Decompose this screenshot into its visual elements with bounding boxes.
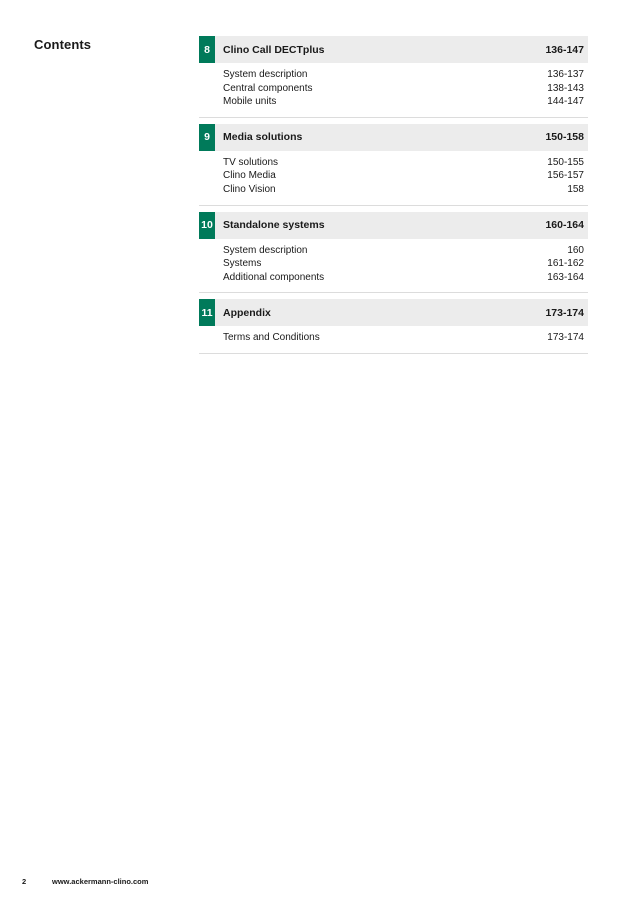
section-entries	[199, 151, 588, 206]
section-pages: 160-164	[545, 219, 584, 232]
entry-pages: 173-174	[547, 332, 584, 344]
section-entries	[199, 63, 588, 118]
entry-label: System description	[223, 244, 308, 256]
entry-label: Clino Media	[223, 170, 276, 182]
toc-entry[interactable]	[223, 82, 584, 96]
entry-pages: 150-155	[547, 156, 584, 168]
section-pages: 150-158	[545, 131, 584, 144]
entry-pages: 160	[567, 244, 584, 256]
section-number-badge: 9	[199, 124, 215, 151]
toc-entry[interactable]	[223, 183, 584, 197]
website-link[interactable]: www.ackermann-clino.com	[52, 877, 149, 886]
section-title: Clino Call DECTplus	[223, 43, 325, 56]
toc-entry[interactable]	[223, 257, 584, 271]
section-header[interactable]	[199, 212, 588, 239]
entry-pages: 163-164	[547, 271, 584, 283]
entry-label: Mobile units	[223, 96, 277, 108]
toc-entry[interactable]	[223, 169, 584, 183]
entry-label: TV solutions	[223, 156, 279, 168]
section-entries	[199, 239, 588, 294]
entry-label: System description	[223, 69, 308, 80]
section-number-badge: 8	[199, 36, 215, 63]
section-pages: 136-147	[545, 43, 584, 56]
entry-label: Clino Vision	[223, 183, 276, 195]
entry-label: Systems	[223, 258, 262, 270]
section-header[interactable]	[199, 124, 588, 151]
table-of-contents	[199, 36, 588, 360]
toc-entry[interactable]	[223, 95, 584, 109]
section-title: Standalone systems	[223, 219, 325, 232]
entry-pages: 156-157	[547, 170, 584, 182]
page-footer	[22, 877, 148, 886]
section-number-badge: 10	[199, 212, 215, 239]
toc-entry[interactable]	[223, 244, 584, 258]
entry-pages: 138-143	[547, 82, 584, 94]
section-title: Media solutions	[223, 131, 303, 144]
entry-pages: 144-147	[547, 96, 584, 108]
entry-label: Terms and Conditions	[223, 332, 320, 344]
section-pages: 173-174	[545, 306, 584, 319]
entry-pages: 136-137	[547, 69, 584, 80]
section-title: Appendix	[223, 306, 271, 319]
toc-section	[199, 36, 588, 118]
toc-section	[199, 299, 588, 354]
entry-pages: 158	[567, 183, 584, 195]
toc-entry[interactable]	[223, 331, 584, 345]
toc-section	[199, 212, 588, 294]
toc-entry[interactable]	[223, 271, 584, 285]
section-header[interactable]	[199, 299, 588, 326]
section-number-badge: 11	[199, 299, 215, 326]
section-header[interactable]	[199, 36, 588, 63]
entry-label: Central components	[223, 82, 313, 94]
toc-entry[interactable]	[223, 156, 584, 170]
page-title: Contents	[34, 37, 92, 52]
page-number: 2	[22, 877, 27, 886]
toc-section	[199, 124, 588, 206]
section-entries	[199, 326, 588, 354]
entry-label: Additional components	[223, 271, 325, 283]
toc-entry[interactable]	[223, 68, 584, 82]
entry-pages: 161-162	[547, 258, 584, 270]
